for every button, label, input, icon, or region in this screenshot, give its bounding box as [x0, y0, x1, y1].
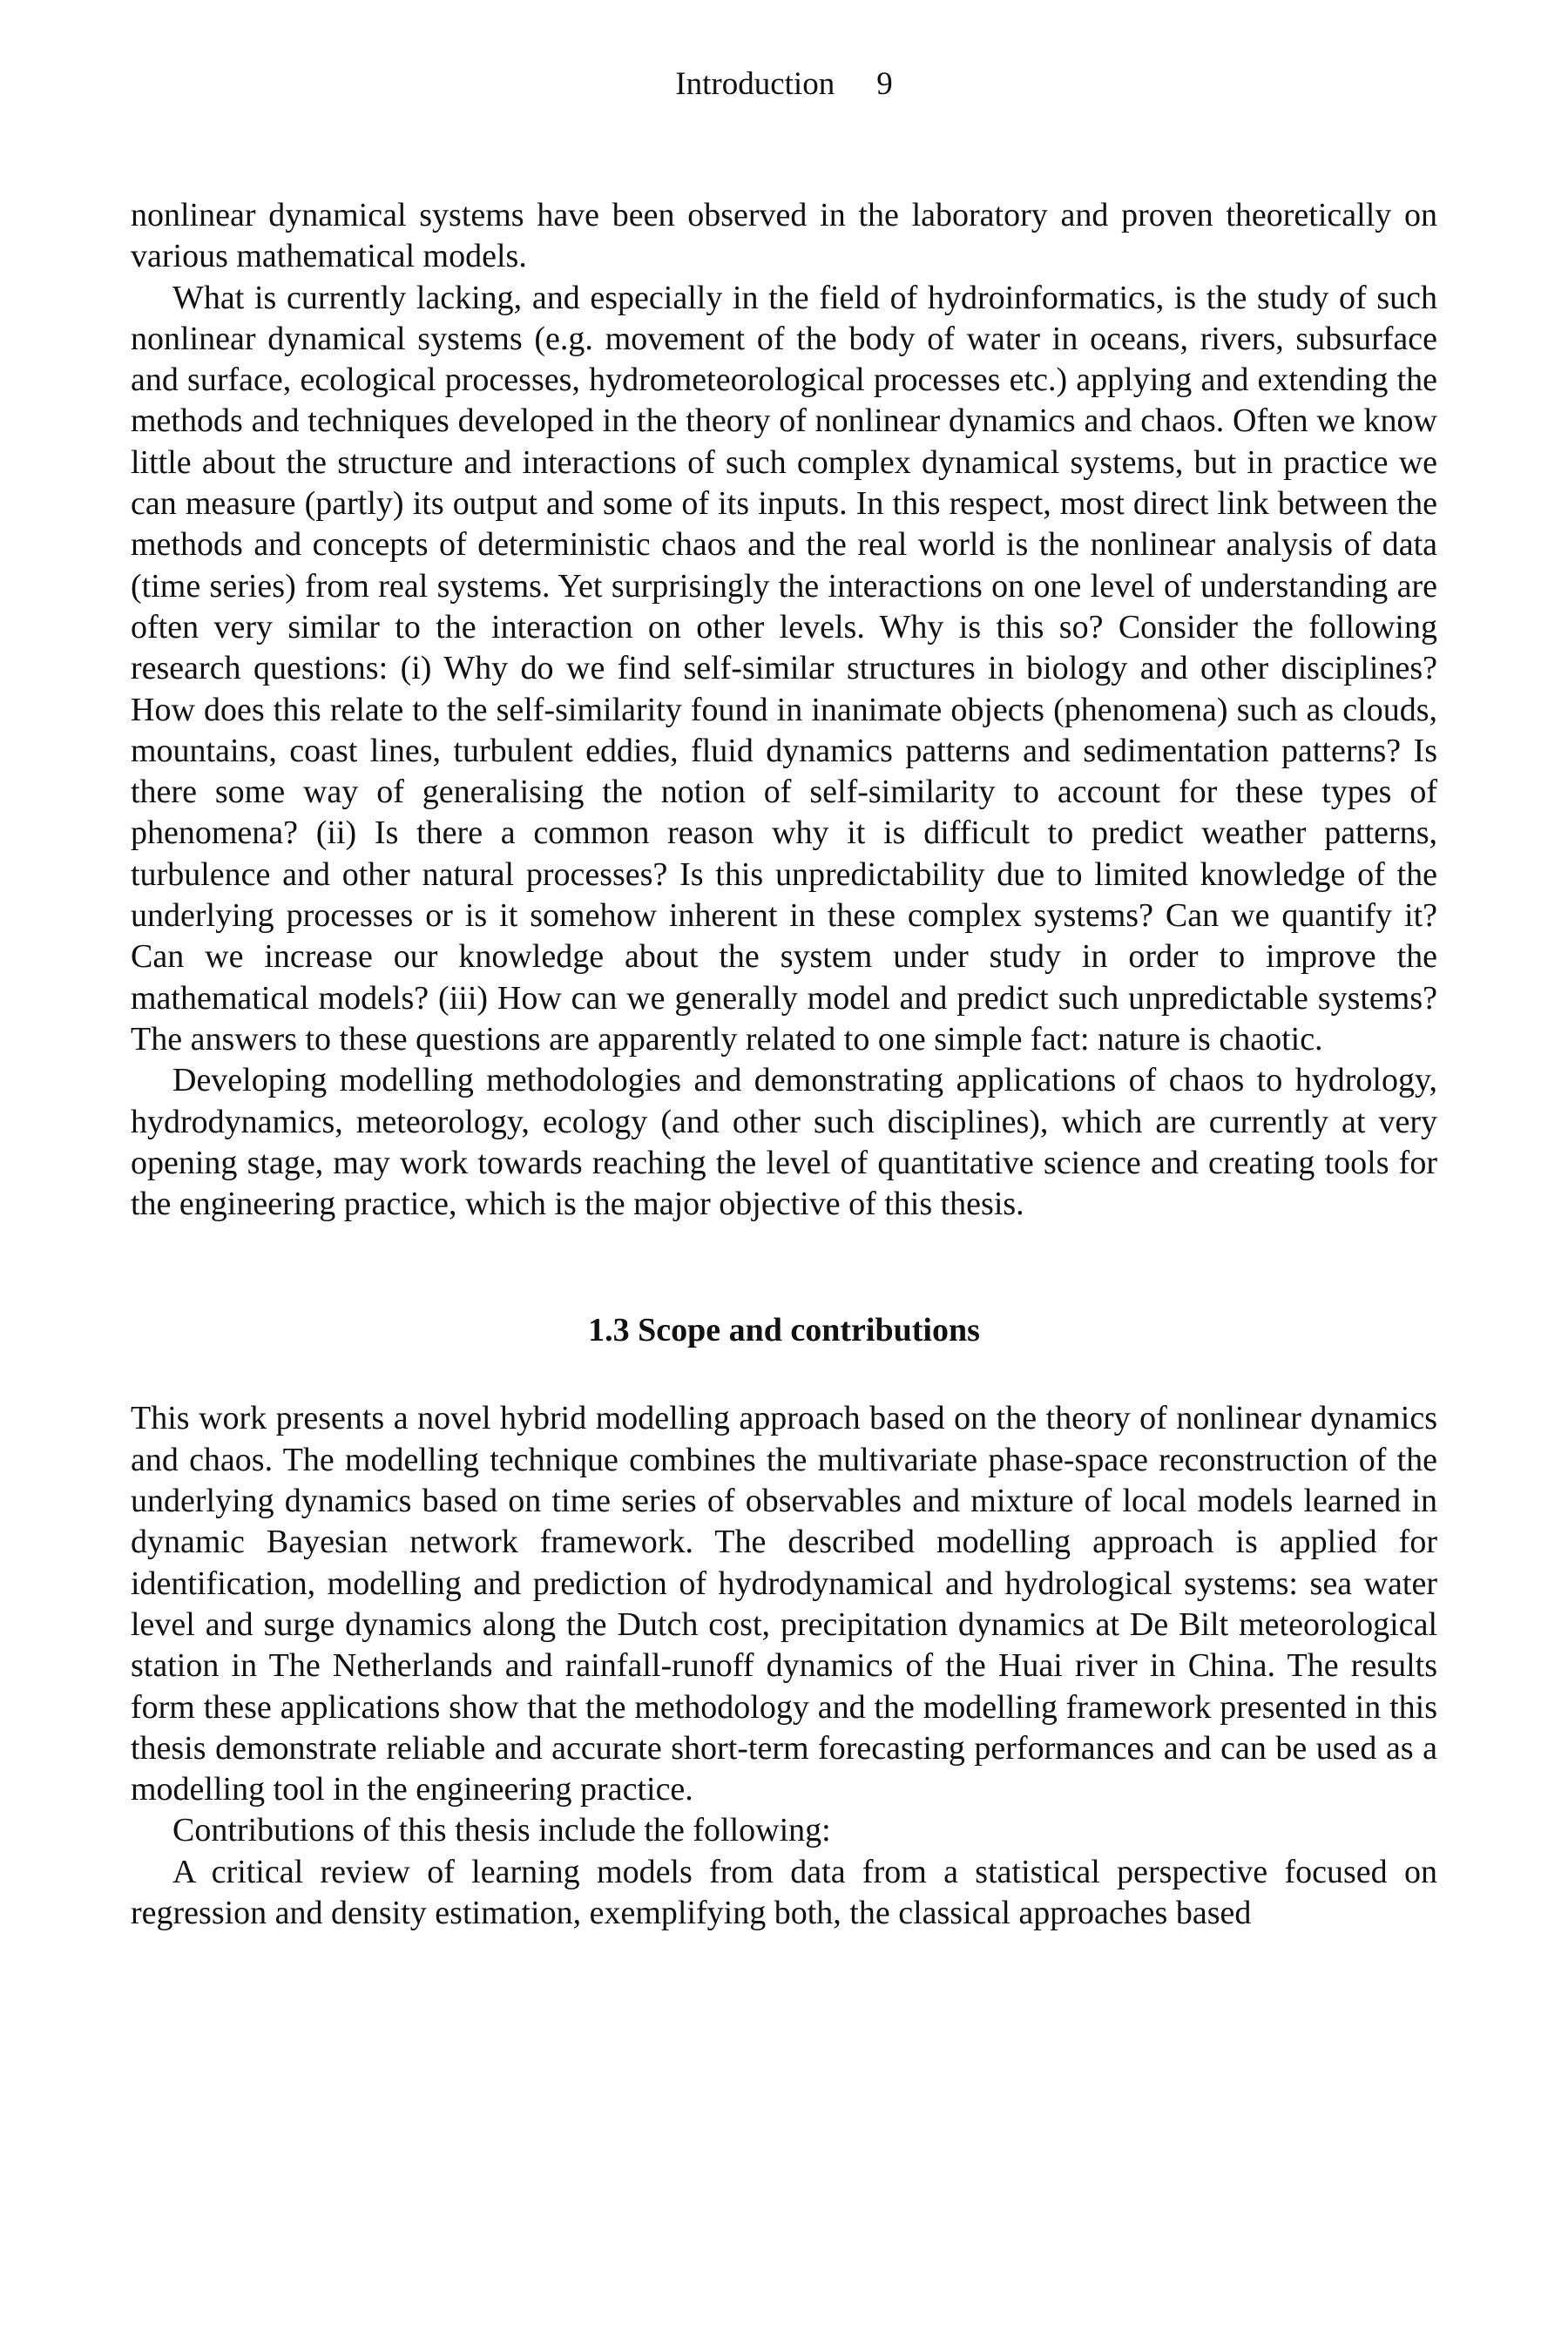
paragraph-scope: This work presents a novel hybrid modelling approach based on the theory of nonlinear dynamics and chaos. The modelling technique combines the multivariate phase-space reconstruction of the underlying dynamics based on time series of observables and mixture of local models learned in dynamic Bayesian network framework. The described modelling approach is applied for identification, modelling and prediction of hydrodynamical and hydrological systems: sea water level and surge dynamics along the Dutch cost, precipitation dynamics at De Bilt meteorological station in The Netherlands and rainfall-runoff dynamics of the Huai river in China. The results form these applications show that the methodology and the modelling framework presented in this thesis demonstrate reliable and accurate short-term forecasting performances and can be used as a modelling tool in the engineering practice.	[131, 1400, 1437, 1808]
paragraph-thesis-objective: Developing modelling methodologies and demonstrating applications of chaos to hydrology, hydrodynamics, meteorology, ecology (and other such disciplines), which are currently at very opening stage, may work towards reaching the level of quantitative science and creating tools for the engineering practice, which is the major objective of this thesis.	[131, 1062, 1437, 1223]
running-header-title: Introduction	[675, 66, 835, 102]
page-number: 9	[876, 66, 893, 102]
running-header	[131, 68, 1437, 100]
paragraph-research-questions: What is currently lacking, and especially in the field of hydroinformatics, is the study of such nonlinear dynamical systems (e.g. movement of the body of water in oceans, rivers, subsurface and surface, ecological processes, hydrometeorological processes etc.) applying and extending the methods and techniques developed in the theory of nonlinear dynamics and chaos. Often we know little about the structure and interactions of such complex dynamical systems, but in practice we can measure (partly) its output and some of its inputs. In this respect, most direct link between the methods and concepts of deterministic chaos and the real world is the nonlinear analysis of data (time series) from real systems. Yet surprisingly the interactions on one level of understanding are often very similar to the interaction on other levels. Why is this so? Consider the following research questions: (i) Why do we find self-similar structures in biology and other disciplines? How does this relate to the self-similarity found in inanimate objects (phenomena) such as clouds, mountains, coast lines, turbulent eddies, fluid dynamics patterns and sedimentation patterns? Is there some way of generalising the notion of self-similarity to account for these types of phenomena? (ii) Is there a common reason why it is difficult to predict weather patterns, turbulence and other natural processes? Is this unpredictability due to limited knowledge of the underlying processes or is it somehow inherent in these complex systems? Can we quantify it? Can we increase our knowledge about the system under study in order to improve the mathematical models? (iii) How can we generally model and predict such unpredictable systems? The answers to these questions are apparently related to one simple fact: nature is chaotic.	[131, 279, 1437, 1058]
book-page	[131, 0, 1437, 2352]
paragraph-contribution-review: A critical review of learning models from data from a statistical perspective focused on regression and density estimation, exemplifying both, the classical approaches based	[131, 1853, 1437, 1931]
paragraph-continuation: nonlinear dynamical systems have been observed in the laboratory and proven theoretically on various mathematical models.	[131, 197, 1437, 275]
paragraph-contributions-intro: Contributions of this thesis include the following:	[172, 1812, 831, 1849]
section-heading: 1.3 Scope and contributions	[588, 1312, 980, 1349]
body-text	[131, 195, 1437, 1934]
